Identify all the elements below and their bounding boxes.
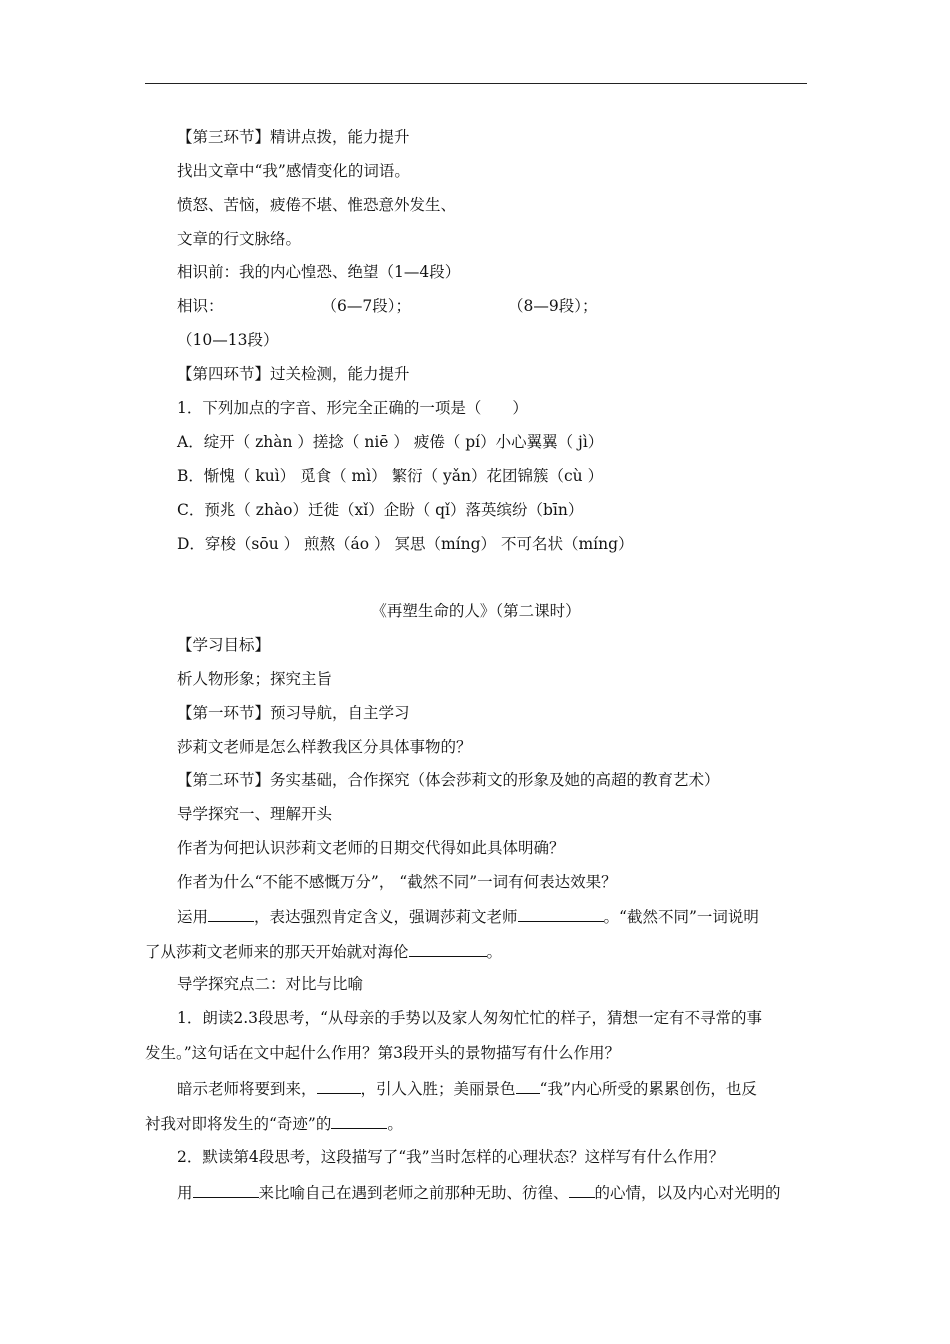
p1-ans-a: 暗示老师将要到来， [177,1080,317,1098]
lesson-title: 《再塑生命的人》（第二课时） [371,602,581,620]
p1-ans-c: “我”内心所受的累累创伤，也反 [539,1080,757,1098]
header-rule [145,83,807,84]
during-label: 相识： [177,297,224,315]
p1-answer-line1 [177,1077,757,1099]
stage1-heading: 【第一环节】预习导航，自主学习 [177,704,410,722]
answer-blank[interactable] [208,905,254,922]
answer-blank[interactable] [317,1077,361,1094]
explore2-heading: 导学探究点二：对比与比喻 [177,975,364,993]
explore1-heading: 导学探究一、理解开头 [177,805,333,823]
answer-blank[interactable] [569,1181,595,1198]
explore1-question2: 作者为什么“不能不感慨万分”， “截然不同”一词有何表达效果？ [177,873,617,891]
fill1-line1 [177,905,759,927]
answer-blank[interactable] [331,1112,387,1129]
section3-heading: 【第三环节】精讲点拨，能力提升 [177,128,410,146]
fill1-text-b: ，表达强烈肯定含义，强调莎莉文老师 [254,908,518,926]
fill1-line2 [145,940,502,962]
section4-heading: 【第四环节】过关检测，能力提升 [177,365,410,383]
p1-ans-b: ，引人入胜；美丽景色 [360,1080,516,1098]
p1-line2: 发生。”这句话在文中起什么作用？第3段开头的景物描写有什么作用？ [145,1044,621,1062]
section3-after: （10—13段） [177,331,279,349]
answer-blank[interactable] [193,1181,259,1198]
goal-text: 析人物形象；探究主旨 [177,670,333,688]
section3-before: 相识前：我的内心惶恐、绝望（1—4段） [177,263,461,281]
answer-blank[interactable] [409,940,487,957]
option-a: A．绽开（ zhàn ）搓捻（ niē ） 疲倦（ pí）小心翼翼（ jì） [177,433,604,451]
during-part-a: （6—7段）； [321,297,411,315]
section3-question2: 文章的行文脉络。 [177,230,302,248]
answer-blank[interactable] [516,1077,540,1094]
option-b: B．惭愧（ kuì） 觅食（ mì） 繁衍（ yǎn）花团锦簇（cù ） [177,467,604,485]
section3-during [177,296,597,316]
p1-line1: 1．朗读2.3段思考，“从母亲的手势以及家人匆匆忙忙的样子，猜想一定有不寻常的事 [177,1009,762,1027]
p1-ans-e: 。 [387,1115,403,1133]
stage2-heading: 【第二环节】务实基础，合作探究（体会莎莉文的形象及她的高超的教育艺术） [177,771,720,789]
section4-question: 1．下列加点的字音、形完全正确的一项是（ ） [177,399,528,417]
fill1-text-c: 。“截然不同”一词说明 [603,908,759,926]
p2-ans-c: 的心情，以及内心对光明的 [594,1184,781,1202]
option-c: C．预兆（ zhào）迁徙（xǐ）企盼（ qǐ）落英缤纷（bīn） [177,501,584,519]
p2-ans-a: 用 [177,1184,193,1202]
fill1-text-d: 了从莎莉文老师来的那天开始就对海伦 [145,943,409,961]
stage1-question: 莎莉文老师是怎么样教我区分具体事物的？ [177,738,472,756]
option-d: D．穿梭（sōu ） 煎熬（áo ） 冥思（míng） 不可名状（míng） [177,535,634,553]
section3-question1: 找出文章中“我”感情变化的词语。 [177,162,410,180]
p2-ans-b: 来比喻自己在遇到老师之前那种无助、彷徨、 [258,1184,569,1202]
section3-answer1: 愤怒、苦恼，疲倦不堪、惟恐意外发生、 [177,196,457,214]
goal-heading: 【学习目标】 [177,636,271,654]
p1-answer-line2 [145,1112,403,1134]
p2-question: 2．默读第4段思考，这段描写了“我”当时怎样的心理状态？这样写有什么作用？ [177,1148,725,1166]
fill1-text-e: 。 [486,943,503,961]
p1-ans-d: 衬我对即将发生的“奇迹”的 [145,1115,332,1133]
explore1-question1: 作者为何把认识莎莉文老师的日期交代得如此具体明确？ [177,839,565,857]
answer-blank[interactable] [518,905,604,922]
p2-answer-line1 [177,1181,781,1203]
during-part-b: （8—9段）； [508,297,598,315]
fill1-text-a: 运用 [177,908,209,926]
